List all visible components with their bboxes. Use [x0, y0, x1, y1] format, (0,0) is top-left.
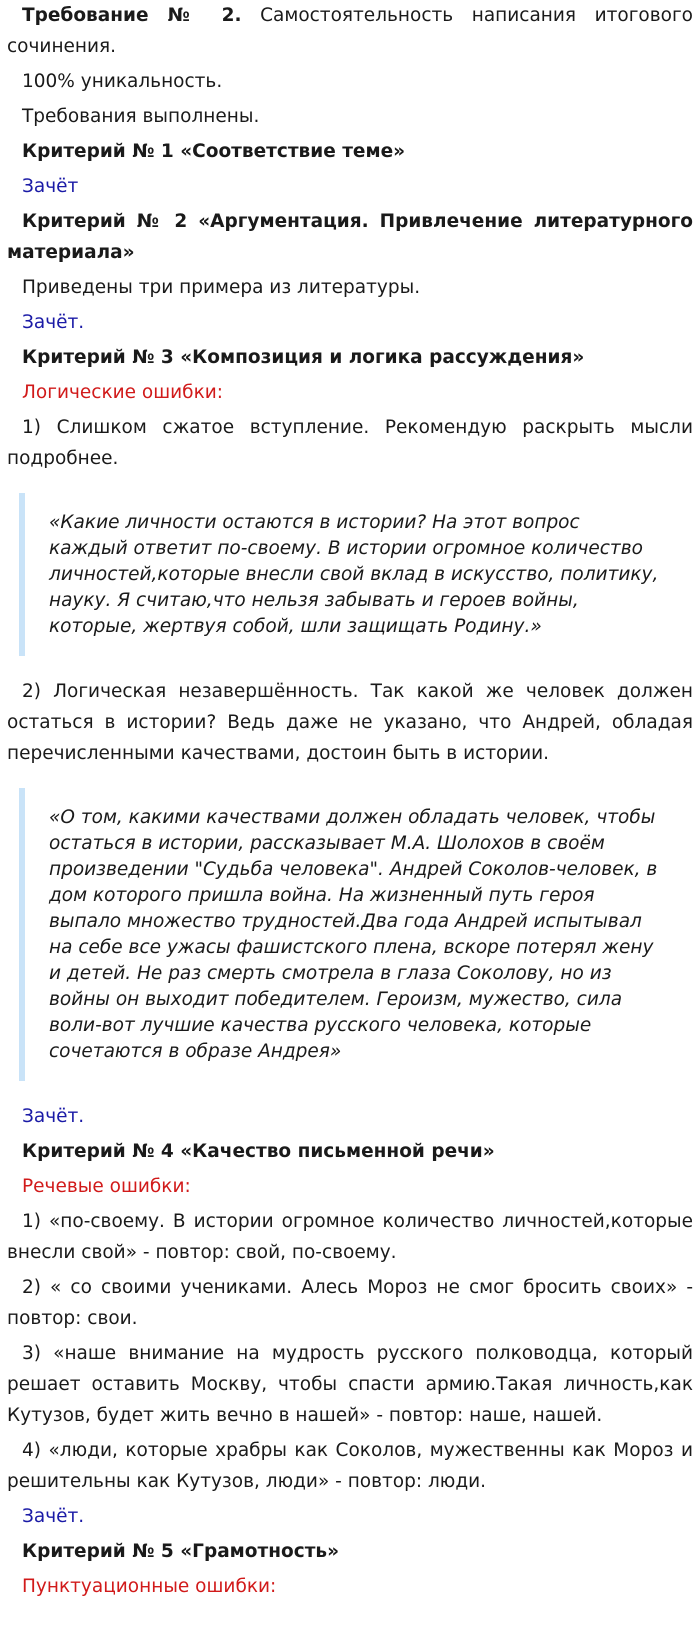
logical-error-1: 1) Слишком сжатое вступление. Рекомендую раскрыть мысли подробнее.	[7, 417, 693, 469]
criterion-2-verdict: Зачёт.	[22, 312, 85, 333]
logical-errors-heading: Логические ошибки:	[22, 382, 224, 403]
criterion-1-verdict: Зачёт	[22, 176, 79, 197]
criterion-3-verdict: Зачёт.	[22, 1106, 85, 1127]
criterion-1-title: Критерий № 1 «Соответствие теме»	[22, 141, 406, 162]
requirement-2-label: Требование № 2.	[22, 5, 242, 26]
speech-error-item: 2) « со своими учениками. Алесь Мороз не смог бросить своих» - повтор: свои.	[7, 1277, 693, 1329]
speech-error-item: 4) «люди, которые храбры как Соколов, мужественны как Мороз и решительны как Кутузов, люди» - повтор: люди.	[7, 1440, 693, 1492]
speech-error-item: 1) «по-своему. В истории огромное количество личностей,которые внесли свой» - повтор: свой, по-своему.	[7, 1211, 693, 1263]
essay-quote-1: «Какие личности остаются в истории? На этот вопрос каждый ответит по-своему. В истории огромное количество личностей,которые внесли свой вклад в искусство, политику, науку. Я считаю,что нельзя забывать и героев войны, которые, жертвуя собой, шли защищать Родину.»	[19, 493, 693, 656]
criterion-5-title: Критерий № 5 «Грамотность»	[22, 1541, 340, 1562]
criterion-2-comment: Приведены три примера из литературы.	[22, 277, 421, 298]
uniqueness-text: 100% уникальность.	[22, 71, 223, 92]
logical-error-2: 2) Логическая незавершённость. Так какой же человек должен остаться в истории? Ведь даже не указано, что Андрей, обладая перечисленными качествами, достоин быть в истории.	[7, 681, 693, 764]
requirements-met-text: Требования выполнены.	[22, 106, 260, 127]
requirement-2	[7, 0, 693, 66]
speech-error-item: 3) «наше внимание на мудрость русского полководца, который решает оставить Москву, чтобы спасти армию.Такая личность,как Кутузов, будет жить вечно в нашей» - повтор: наше, нашей.	[7, 1343, 693, 1426]
requirement-2-text: Самостоятельность написания итогового сочинения.	[7, 5, 693, 57]
criterion-4-verdict: Зачёт.	[22, 1506, 85, 1527]
criterion-4-title: Критерий № 4 «Качество письменной речи»	[22, 1141, 495, 1162]
criterion-2-title: Критерий № 2 «Аргументация. Привлечение литературного материала»	[7, 211, 693, 263]
essay-quote-2: «О том, какими качествами должен обладать человек, чтобы остаться в истории, рассказывает М.А. Шолохов в своём произведении "Судьба человека". Андрей Соколов-человек, в дом которого пришла война. На жизненный путь героя выпало множество трудностей.Два года Андрей испытывал на себе все ужасы фашистского плена, вскоре потерял жену и детей. Не раз смерть смотрела в глаза Соколову, но из войны он выходит победителем. Героизм, мужество, сила воли-вот лучшие качества русского человека, которые сочетаются в образе Андрея»	[19, 788, 693, 1081]
criterion-3-title: Критерий № 3 «Композиция и логика рассуждения»	[22, 347, 585, 368]
punctuation-errors-heading: Пунктуационные ошибки:	[22, 1576, 277, 1597]
speech-errors-heading: Речевые ошибки:	[22, 1176, 191, 1197]
